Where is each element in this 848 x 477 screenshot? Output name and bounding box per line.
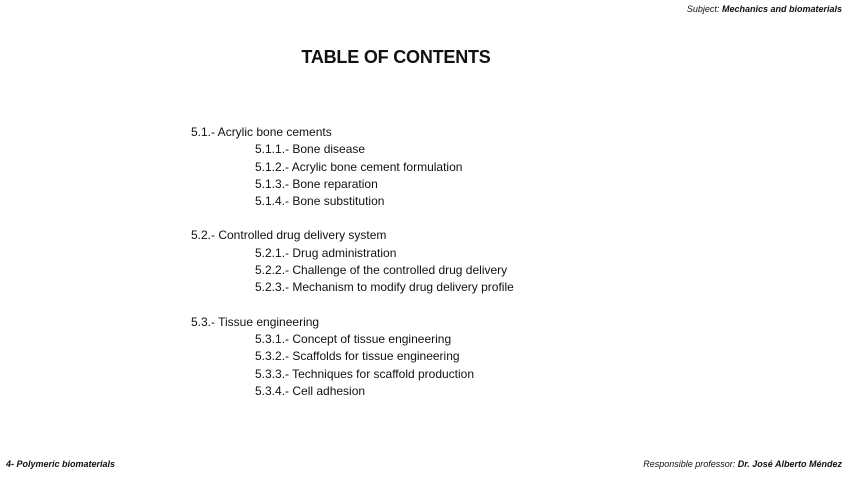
toc-section-5-1 [191, 124, 631, 210]
footer-professor [643, 459, 842, 469]
toc-subitem: 5.1.1.- Bone disease [255, 142, 366, 157]
professor-name: Dr. José Alberto Méndez [737, 459, 842, 469]
subject-label: Subject: [686, 4, 720, 14]
toc-section-title: 5.3.- Tissue engineering [191, 314, 320, 329]
page-title: TABLE OF CONTENTS [301, 47, 491, 67]
toc-section-title: 5.2.- Controlled drug delivery system [191, 228, 387, 243]
toc-subitem: 5.1.2.- Acrylic bone cement formulation [255, 159, 463, 174]
toc-section-5-2 [191, 227, 631, 296]
table-of-contents [191, 124, 631, 417]
toc-subitem: 5.2.2.- Challenge of the controlled drug delivery [255, 263, 508, 278]
toc-subitem: 5.2.3.- Mechanism to modify drug delivery profile [255, 280, 514, 295]
toc-subitem: 5.3.2.- Scaffolds for tissue engineering [255, 349, 460, 364]
footer-chapter: 4- Polymeric biomaterials [6, 459, 116, 469]
toc-section-title: 5.1.- Acrylic bone cements [191, 125, 332, 139]
toc-subitem: 5.3.3.- Techniques for scaffold production [255, 366, 475, 381]
subject-value: Mechanics and biomaterials [721, 4, 842, 14]
toc-section-5-3 [191, 314, 631, 400]
toc-subitem: 5.1.3.- Bone reparation [255, 176, 378, 191]
professor-label: Responsible professor: [643, 459, 736, 469]
toc-subitem: 5.2.1.- Drug administration [255, 245, 397, 260]
subject-header [687, 4, 842, 14]
toc-subitem: 5.3.1.- Concept of tissue engineering [255, 331, 452, 346]
toc-subitem: 5.3.4.- Cell adhesion [255, 383, 366, 398]
toc-subitem: 5.1.4.- Bone substitution [255, 194, 385, 209]
